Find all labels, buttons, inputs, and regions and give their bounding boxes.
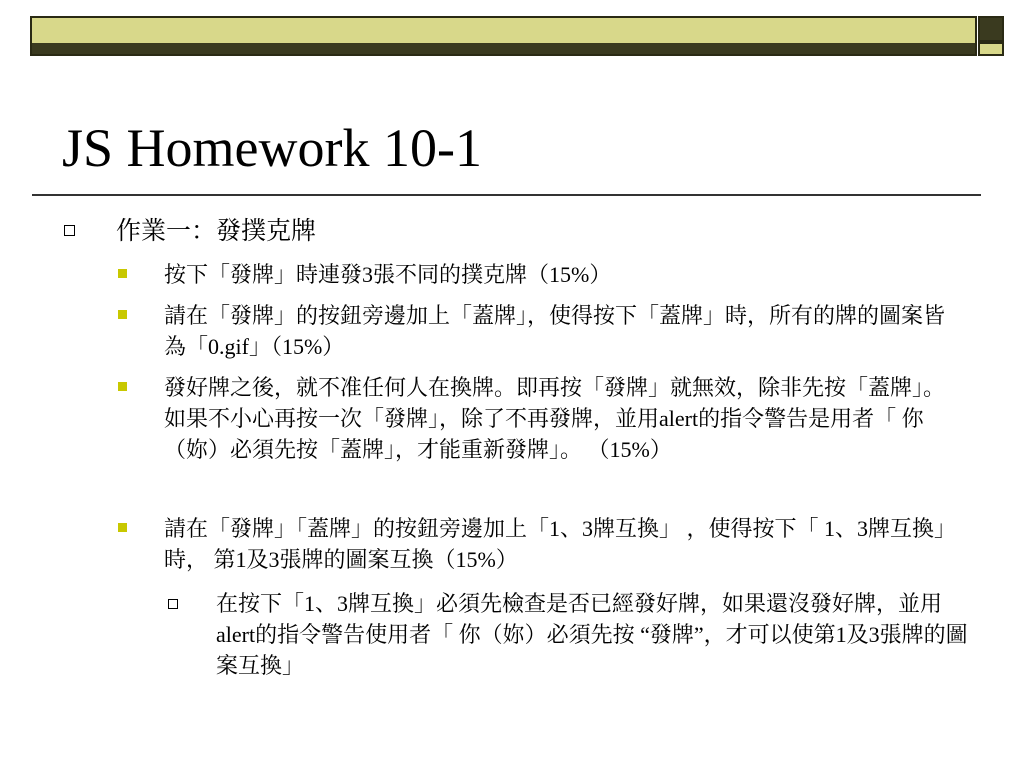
- list-item-text: 請在「發牌」「蓋牌」的按鈕旁邊加上「1、3牌互換」 ，使得按下「 1、3牌互換」時， 第1及3張牌的圖案互換（15%）: [164, 516, 957, 572]
- header-bar: [30, 16, 977, 56]
- square-bullet-icon: [118, 310, 127, 319]
- hollow-square-bullet-icon: [64, 225, 75, 236]
- square-bullet-icon: [118, 523, 127, 532]
- heading-item: [116, 216, 316, 247]
- hollow-square-sub-bullet-icon: [168, 599, 178, 609]
- header-corner-square-light: [978, 42, 1004, 56]
- list-item-text: 按下「發牌」時連發3張不同的撲克牌（15%）: [164, 262, 612, 287]
- list-item-text: 發好牌之後，就不准任何人在換牌。即再按「發牌」就無效，除非先按「蓋牌」。如果不小心再按一次「發牌」，除了不再發牌，並用alert的指令警告是用者「 你（妳）必須先按「蓋牌」，才能重新發牌」。 （15%）: [164, 375, 946, 462]
- square-bullet-icon: [118, 269, 127, 278]
- list-item: [164, 259, 964, 290]
- sub-list-item: [216, 588, 968, 681]
- list-item: [164, 372, 964, 465]
- title-divider: [32, 194, 981, 196]
- slide-title: JS Homework 10-1: [62, 118, 482, 178]
- list-item-text: 請在「發牌」的按鈕旁邊加上「蓋牌」，使得按下「蓋牌」時，所有的牌的圖案皆為「0.gif」（15%）: [164, 303, 946, 359]
- square-bullet-icon: [118, 382, 127, 391]
- list-item: [164, 300, 964, 362]
- list-item: [164, 513, 964, 575]
- heading-text: 作業一：發撲克牌: [116, 218, 317, 245]
- sub-list-item-text: 在按下「1、3牌互換」必須先檢查是否已經發好牌，如果還沒發好牌，並用alert的指令警告使用者「 你（妳）必須先按 “發牌”，才可以使第1及3張牌的圖案互換」: [216, 591, 968, 678]
- header-corner-square-dark: [978, 16, 1004, 42]
